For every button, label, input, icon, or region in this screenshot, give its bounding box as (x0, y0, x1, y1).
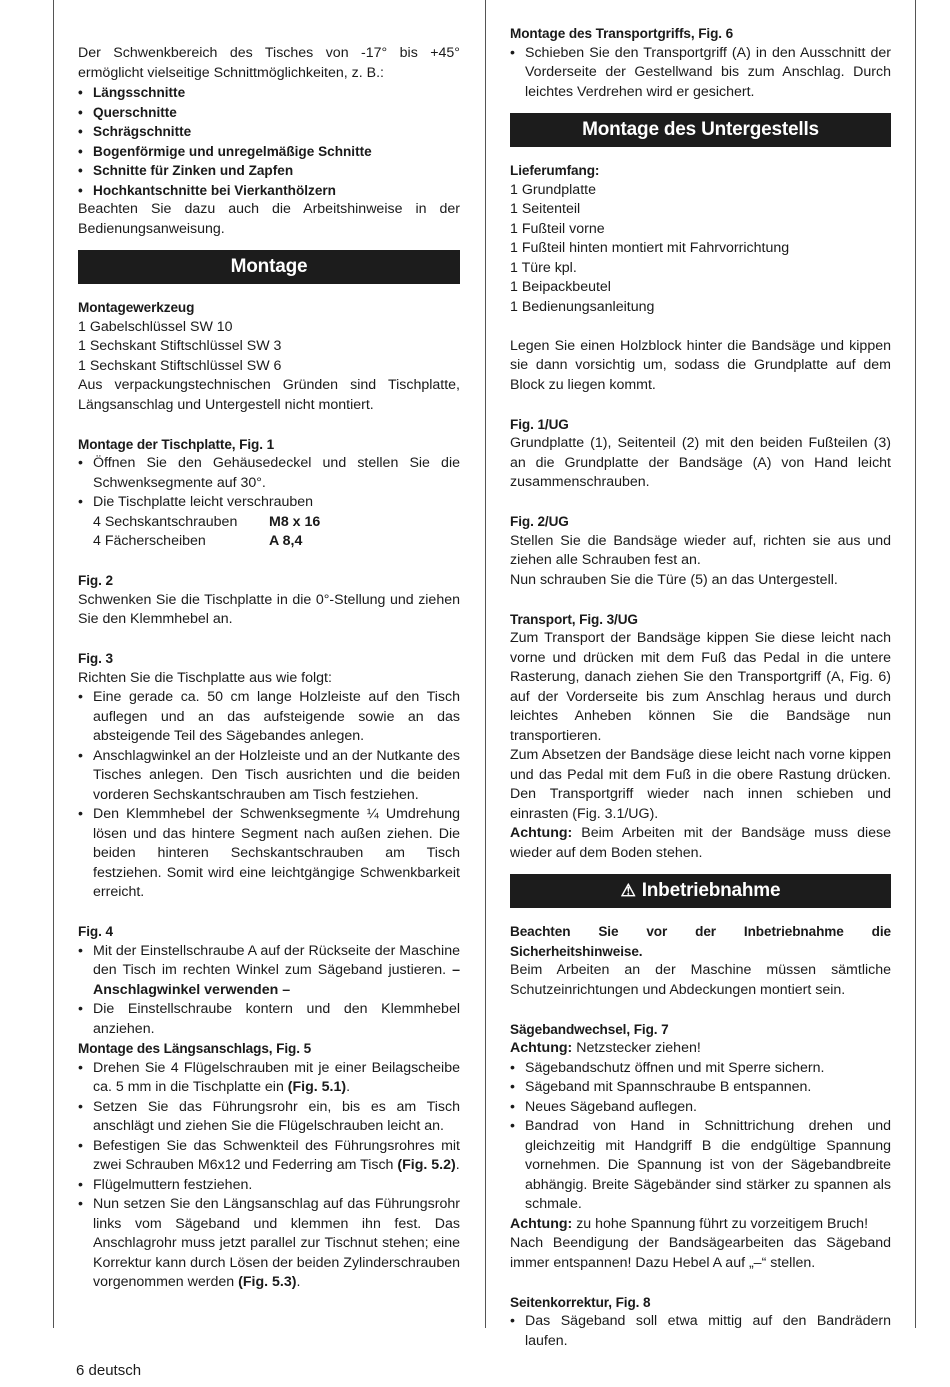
list-item: • Schieben Sie den Transportgriff (A) in den Ausschnitt der Vorderseite der Gestellwand bis zum Anschlag. Durch leichtes Verdrehen wird er gesichert. (510, 44, 891, 103)
list-item: • Setzen Sie das Führungsrohr ein, bis es am Tisch anschlägt und ziehen Sie die Flügelschrauben leicht an. (78, 1098, 460, 1137)
wechsel-achtung-2 (510, 1215, 891, 1235)
fig3-list (78, 688, 460, 903)
cuts-note: Beachten Sie dazu auch die Arbeitshinweise in der Bedienungsanweisung. (78, 201, 460, 237)
fig3-intro: Richten Sie die Tischplatte aus wie folgt: (78, 669, 332, 686)
achtung-label: Achtung: (510, 1040, 573, 1056)
list-item: • Anschlagwinkel an der Holzleiste und an der Nutkante des Tisches anlegen. Den Tisch ausrichten und die beiden vorderen Sechskantschrauben am Tisch festziehen. (78, 747, 460, 806)
werkzeug-item: 1 Sechskant Stiftschlüssel SW 6 (78, 357, 282, 374)
screw-label: 4 Sechskantschrauben (93, 513, 238, 530)
washer-value: A 8,4 (269, 533, 303, 549)
werkzeug-note: Aus verpackungstechnischen Gründen sind Tischplatte, Längsanschlag und Untergestell nicht montiert. (78, 377, 460, 413)
liefer-item: 1 Bedienungsanleitung (510, 298, 655, 315)
tischplatte-list (78, 454, 460, 513)
list-item: • Das Sägeband soll etwa mittig auf den Bandrädern laufen. (510, 1312, 891, 1351)
list-item: • Schnitte für Zinken und Zapfen (78, 161, 460, 181)
wechsel-list (510, 1059, 891, 1215)
wechsel-end: Nach Beendigung der Bandsägearbeiten das Sägeband immer entspannen! Dazu Hebel A auf „–“ stellen. (510, 1235, 891, 1271)
list-item: • Die Tischplatte leicht verschrauben (78, 493, 460, 513)
liefer-item: 1 Fußteil hinten montiert mit Fahrvorrichtung (510, 240, 790, 256)
fig4-list (78, 942, 460, 1040)
laengs-b3-end: . (455, 1157, 460, 1173)
laengs-b1-bold: (Fig. 5.1) (287, 1079, 347, 1095)
warning-triangle-icon: ⚠ (620, 881, 636, 900)
laengs-b5-text: Nun setzen Sie den Längsanschlag auf das Führungsrohr links vom Sägeband und klemmen ihn fest. Das Anschlagrohr muss jetzt parallel zur Tischnut stehen; eine Korrektur kann durch Lösen der beiden Zylinderschrauben vorgenommen werden (93, 1196, 460, 1290)
montage-banner: Montage (78, 250, 460, 284)
wechsel-achtung (510, 1039, 891, 1059)
list-item: • Hochkantschnitte bei Vierkanthölzern (78, 181, 460, 201)
laengs-heading: Montage des Längsanschlags, Fig. 5 (78, 1041, 312, 1056)
intro-text: Der Schwenkbereich des Tisches von -17° bis +45° ermöglicht vielseitige Schnittmöglichkeiten, z. B.: (78, 45, 460, 81)
lieferumfang-heading: Lieferumfang: (510, 163, 600, 178)
list-item: • Schrägschnitte (78, 122, 460, 142)
tischplatte-heading: Montage der Tischplatte, Fig. 1 (78, 436, 275, 452)
list-item: • Neues Sägeband auflegen. (510, 1098, 891, 1118)
laengs-b5-bold: (Fig. 5.3) (238, 1274, 297, 1290)
liefer-item: 1 Türe kpl. (510, 259, 577, 276)
laengs-b3-bold: (Fig. 5.2) (397, 1157, 456, 1173)
list-item: • Die Einstellschraube kontern und den Klemmhebel anziehen. (78, 1000, 460, 1039)
achtung-text: zu hohe Spannung führt zu vorzeitigem Bruch! (572, 1215, 869, 1232)
wechsel-heading: Sägebandwechsel, Fig. 7 (510, 1021, 669, 1037)
seiten-heading: Seitenkorrektur, Fig. 8 (510, 1294, 651, 1310)
list-item: • Den Klemmhebel der Schwenksegmente ¼ Umdrehung lösen und das hintere Segment nach außen ziehen. Die beiden hinteren Sechskantschrauben am Tisch festziehen. Somit wird eine leichtgängige Schwenkbarkeit erreicht. (78, 805, 460, 903)
list-item: • Öffnen Sie den Gehäusedeckel und stellen Sie die Schwenksegmente auf 30°. (78, 454, 460, 493)
werkzeug-heading: Montagewerkzeug (78, 300, 195, 315)
transport-achtung (510, 824, 891, 863)
cuts-list (78, 83, 460, 200)
laengs-list (78, 1059, 460, 1293)
transport-heading: Transport, Fig. 3/UG (510, 611, 638, 627)
list-item: • Bandrad von Hand in Schnittrichung drehen und gleichzeitig mit Handgriff B die endgültige Spannung vornehmen. Die Spannung ist von der Sägebandbreite abhängig. Breite Sägebänder sind stärker zu spannen als schmale. (510, 1117, 891, 1215)
werkzeug-item: 1 Gabelschlüssel SW 10 (78, 318, 233, 335)
column-divider-center (485, 0, 486, 1328)
screw-row (78, 513, 460, 533)
right-column (510, 24, 891, 1351)
list-item: • Flügelmuttern festziehen. (78, 1176, 460, 1196)
inbetriebnahme-banner (510, 874, 891, 908)
inbetriebnahme-title: Inbetriebnahme (641, 880, 781, 901)
column-divider-right (915, 0, 916, 1328)
liefer-item: 1 Grundplatte (510, 181, 596, 198)
laengs-b3-text: Befestigen Sie das Schwenkteil des Führungsrohres mit zwei Schrauben M6x12 und Federring am Tisch (93, 1137, 460, 1173)
fig1ug-text: Grundplatte (1), Seitenteil (2) mit den beiden Fußteilen (3) an die Grundplatte der Bandsäge (A) von Hand leicht zusammenschrauben. (510, 435, 891, 490)
seiten-list (510, 1312, 891, 1351)
washer-label: 4 Fächerscheiben (93, 533, 206, 549)
sicherheit-text: Beim Arbeiten an der Maschine müssen sämtliche Schutzeinrichtungen und Abdeckungen montiert sein. (510, 962, 891, 998)
achtung-text: Beim Arbeiten mit der Bandsäge muss diese wieder auf dem Boden stehen. (510, 825, 891, 861)
liefer-item: 1 Beipackbeutel (510, 279, 611, 295)
fig2ug-text: Stellen Sie die Bandsäge wieder auf, richten sie aus und ziehen alle Schrauben fest an. (510, 532, 891, 568)
screw-value: M8 x 16 (269, 513, 321, 530)
list-item (78, 942, 460, 1001)
achtung-label: Achtung: (510, 1215, 573, 1232)
laengs-b1-text: Drehen Sie 4 Flügelschrauben mit je einer Beilagscheibe ca. 5 mm in die Tischplatte ein (93, 1059, 460, 1095)
achtung-label: Achtung: (510, 825, 573, 841)
werkzeug-item: 1 Sechskant Stiftschlüssel SW 3 (78, 338, 282, 354)
list-item: • Sägeband mit Spannschraube B entspannen. (510, 1078, 891, 1098)
fig1ug-heading: Fig. 1/UG (510, 416, 569, 432)
fig2-text: Schwenken Sie die Tischplatte in die 0°-Stellung und ziehen Sie den Klemmhebel an. (78, 591, 460, 627)
list-item: • Bogenförmige und unregelmäßige Schnitte (78, 142, 460, 162)
fig4-b1-text: Mit der Einstellschraube A auf der Rückseite der Maschine den Tisch im rechten Winkel zum Sägeband justieren. (93, 942, 460, 978)
transport-text-2: Zum Absetzen der Bandsäge diese leicht nach vorne kippen und das Pedal mit dem Fuß in die obere Rastung drücken. Den Transportgriff wieder nach innen schieben und einrasten (Fig. 3.1/UG). (510, 747, 891, 822)
transport-text: Zum Transport der Bandsäge kippen Sie diese leicht nach vorne und drücken mit dem Fuß das Pedal in die untere Rasterung, danach ziehen Sie den Transportgriff (A, Fig. 6) auf der Vorderseite bis zum Anschlag heraus und durch leichtes Anheben können Sie die Bandsäge nun transportieren. (510, 630, 891, 744)
fig4-heading: Fig. 4 (78, 924, 113, 939)
list-item: • Querschnitte (78, 103, 460, 123)
griff-list (510, 44, 891, 103)
fig4-b1-bold: – Anschlagwinkel verwenden – (93, 962, 460, 998)
untergestell-banner: Montage des Untergestells (510, 113, 891, 147)
list-item (78, 1195, 460, 1293)
list-item: • Sägebandschutz öffnen und mit Sperre sichern. (510, 1059, 891, 1079)
fig2ug-text-2: Nun schrauben Sie die Türe (5) an das Untergestell. (510, 571, 838, 588)
holzblock-text: Legen Sie einen Holzblock hinter die Bandsäge und kippen sie dann vorsichtig um, sodass die Grundplatte auf dem Block zu liegen kommt. (510, 337, 891, 393)
laengs-b1-end: . (346, 1079, 351, 1095)
sicherheit-heading: Beachten Sie vor der Inbetriebnahme die Sicherheitshinweise. (510, 924, 891, 959)
liefer-item: 1 Fußteil vorne (510, 220, 605, 237)
fig3-heading: Fig. 3 (78, 651, 113, 666)
list-item: • Längsschnitte (78, 83, 460, 103)
column-divider-left (53, 0, 54, 1328)
list-item (78, 1137, 460, 1176)
list-item: • Eine gerade ca. 50 cm lange Holzleiste auf den Tisch auflegen und an das aufsteigende sowie an das absteigende Teil des Sägebandes anlegen. (78, 688, 460, 747)
laengs-b5-end: . (296, 1274, 301, 1290)
liefer-item: 1 Seitenteil (510, 201, 581, 217)
achtung-text: Netzstecker ziehen! (572, 1040, 701, 1056)
list-item (78, 1059, 460, 1098)
left-column (78, 44, 460, 1293)
griff-heading: Montage des Transportgriffs, Fig. 6 (510, 26, 734, 41)
washer-row (78, 532, 460, 552)
fig2-heading: Fig. 2 (78, 573, 113, 588)
page-footer: 6 deutsch (76, 1362, 142, 1379)
fig2ug-heading: Fig. 2/UG (510, 514, 569, 529)
